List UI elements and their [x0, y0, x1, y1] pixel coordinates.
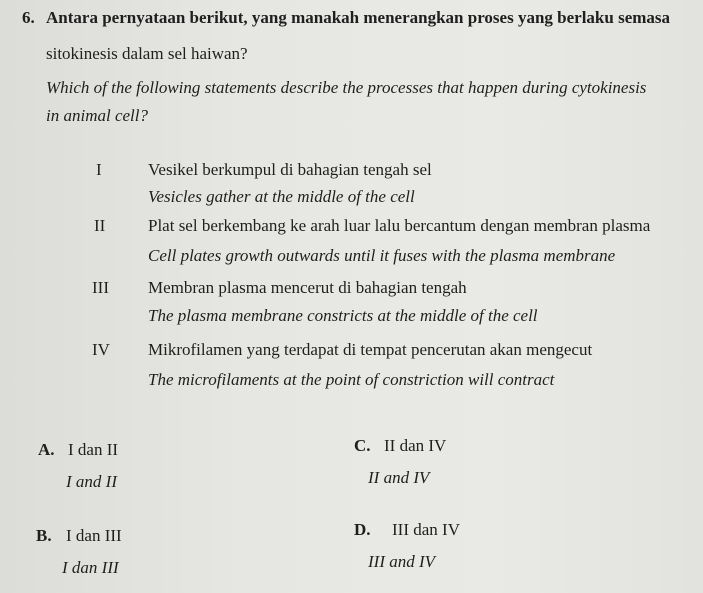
option-b-malay: I dan III: [66, 526, 122, 545]
question-english-line-2: in animal cell?: [46, 106, 148, 125]
question-english-line-1: Which of the following statements describe the processes that happen during cytokinesis: [46, 78, 647, 97]
option-a-malay: I dan II: [68, 440, 119, 459]
option-d-letter: D.: [354, 520, 371, 539]
option-b-english: I dan III: [62, 558, 119, 577]
statement-ii-malay: Plat sel berkembang ke arah luar lalu bercantum dengan membran plasma: [148, 216, 651, 235]
statement-numeral-iv: IV: [92, 340, 110, 359]
option-c-english: II and IV: [368, 468, 430, 487]
statement-iii-malay: Membran plasma mencerut di bahagian tengah: [148, 278, 467, 297]
question-malay-line-1: Antara pernyataan berikut, yang manakah menerangkan proses yang berlaku semasa: [46, 8, 671, 27]
option-a-letter: A.: [38, 440, 55, 459]
option-c-letter: C.: [354, 436, 371, 455]
statement-numeral-ii: II: [94, 216, 106, 235]
option-c-malay: II dan IV: [384, 436, 447, 455]
statement-iii-english: The plasma membrane constricts at the middle of the cell: [148, 306, 538, 325]
option-b-letter: B.: [36, 526, 52, 545]
statement-numeral-i: I: [96, 160, 102, 179]
option-d-english: III and IV: [368, 552, 436, 571]
statement-i-english: Vesicles gather at the middle of the cell: [148, 187, 415, 206]
statement-iv-english: The microfilaments at the point of constriction will contract: [148, 370, 555, 389]
statement-i-malay: Vesikel berkumpul di bahagian tengah sel: [148, 160, 432, 179]
question-malay-line-2: sitokinesis dalam sel haiwan?: [46, 44, 248, 63]
option-d-malay: III dan IV: [392, 520, 460, 539]
statement-iv-malay: Mikrofilamen yang terdapat di tempat pencerutan akan mengecut: [148, 340, 593, 359]
question-number: 6.: [22, 8, 35, 27]
statement-numeral-iii: III: [92, 278, 109, 297]
statement-ii-english: Cell plates growth outwards until it fuses with the plasma membrane: [148, 246, 616, 265]
option-a-english: I and II: [66, 472, 117, 491]
